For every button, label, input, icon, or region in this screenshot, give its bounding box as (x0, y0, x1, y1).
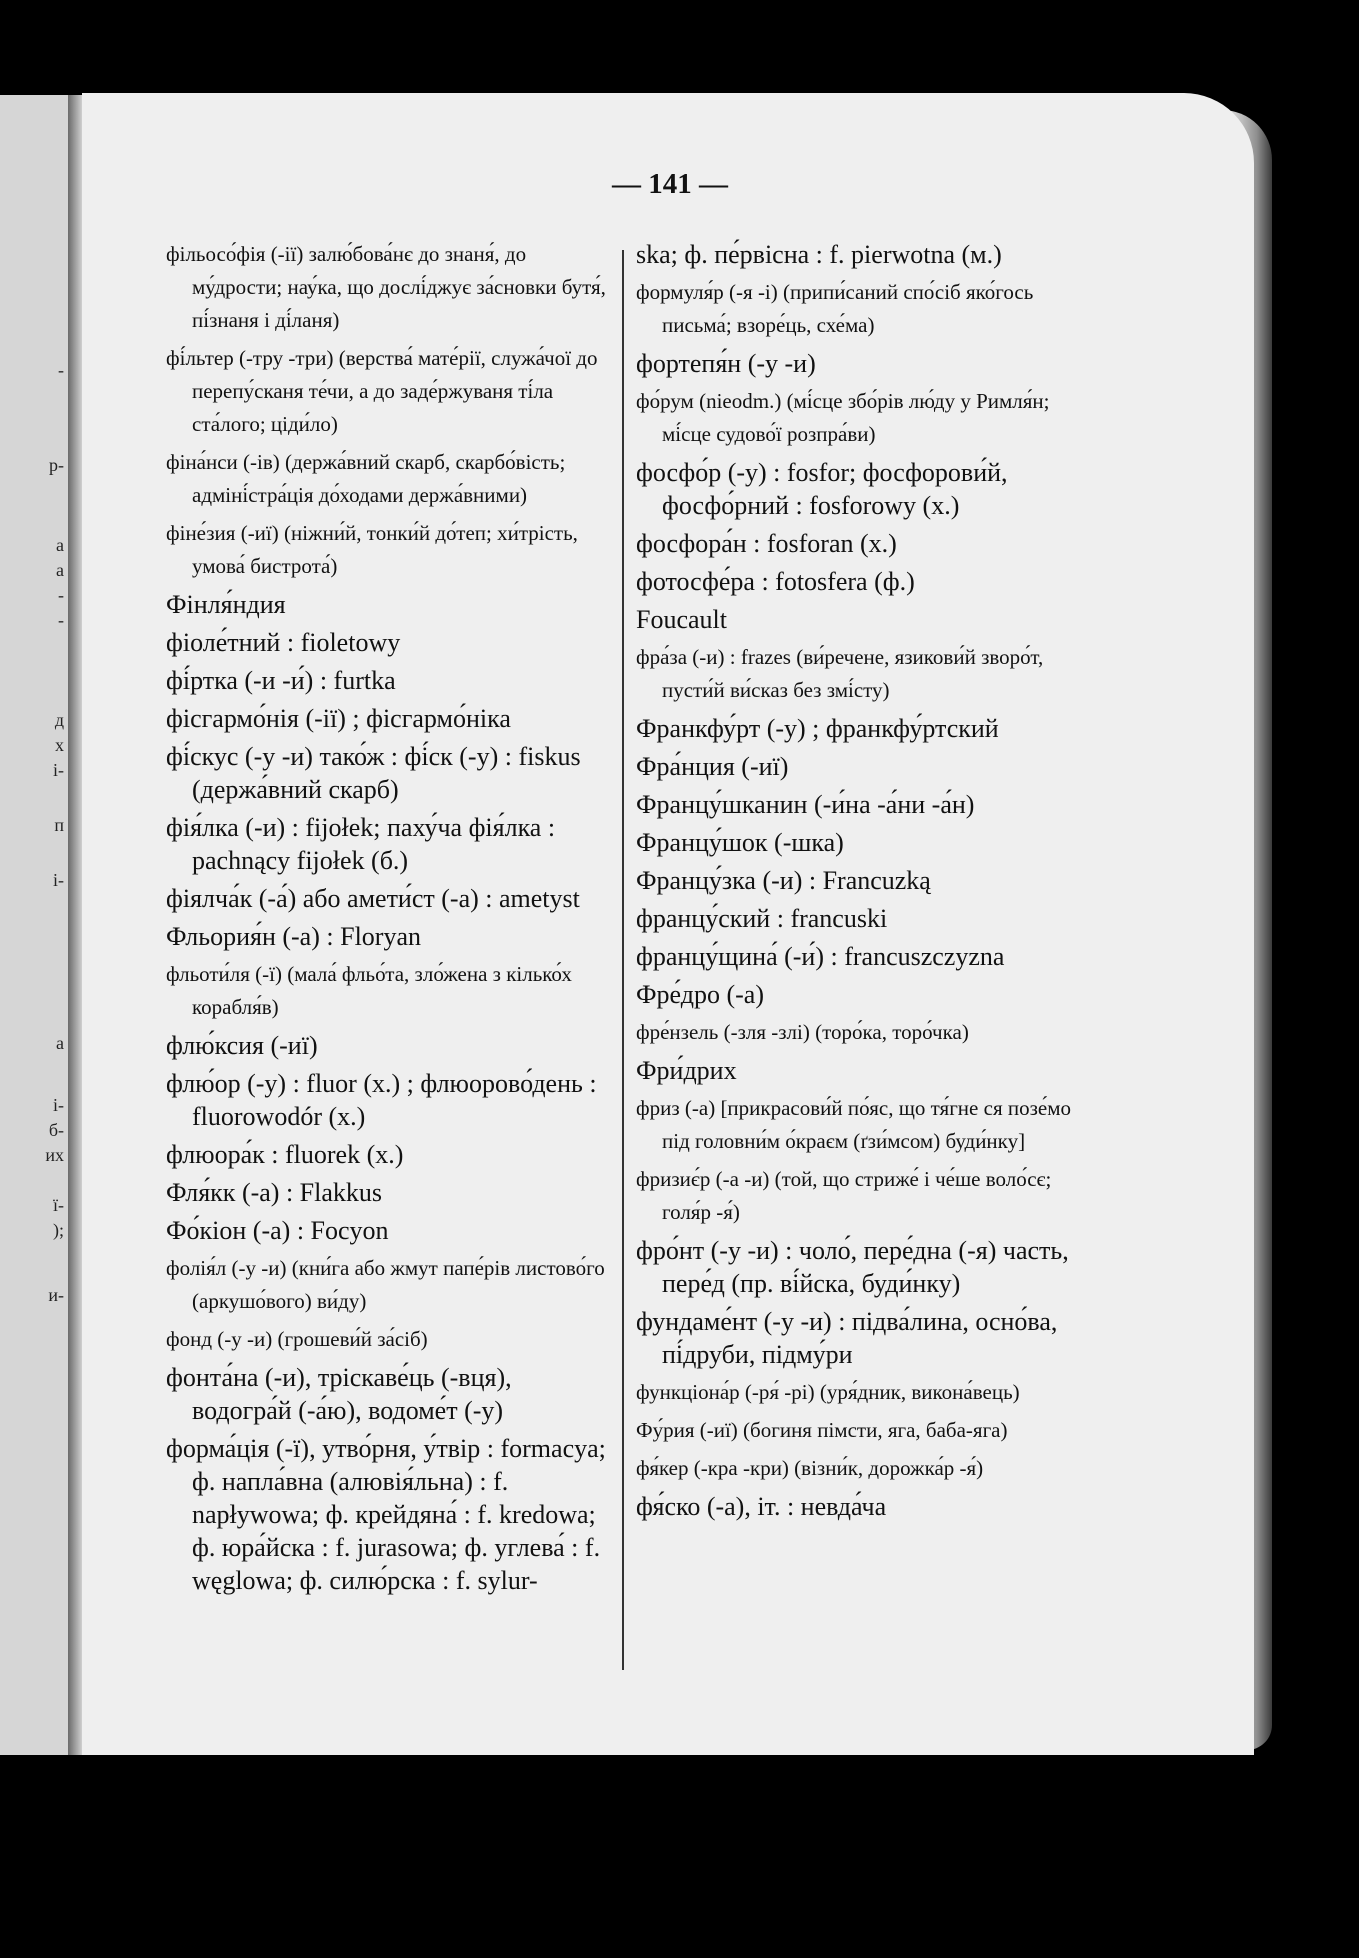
dictionary-entry: фіялча́к (-а́) або амети́ст (-а) : ametyst (166, 884, 580, 913)
dictionary-entry: фя́ско (-а), іт. : невда́ча (636, 1492, 887, 1521)
dictionary-entry: фриз (-а) [прикрасови́й по́яс, що тя́гне ся позе́мо під головни́м о́краєм (ґзи́мсом) буди́нку] (636, 1096, 1071, 1153)
margin-fragment: ); (53, 1220, 64, 1240)
dictionary-entry: функціона́р (-ря́ -рі) (уря́дник, викона́вець) (636, 1380, 1020, 1404)
margin-fragment: х (55, 735, 64, 755)
dictionary-entry: фолія́л (-у -и) (кни́га або жмут папе́рів листово́го (аркушо́вого) ви́ду) (166, 1256, 605, 1313)
dictionary-entry: францу́щина́ (-и́) : francuszczyzna (636, 942, 1005, 971)
dictionary-entry: Фри́дрих (636, 1056, 737, 1085)
dictionary-entry: ska; ф. пе́рвісна : f. pierwotna (м.) (636, 240, 1002, 269)
dictionary-entry: Foucault (636, 605, 727, 634)
dictionary-entry: фіна́нси (-ів) (держа́вний скарб, скарбо́вість; адміні́стра́ція до́ходами держа́вними) (166, 450, 566, 507)
dictionary-entry: фре́нзель (-зля -злі) (торо́ка, торо́чка) (636, 1020, 969, 1044)
dictionary-entry: флю́ксия (-иї) (166, 1031, 318, 1060)
margin-fragment: их (45, 1145, 64, 1165)
margin-fragment: і- (53, 760, 64, 780)
dictionary-entry: фонд (-у -и) (грошеви́й за́сіб) (166, 1327, 428, 1351)
dictionary-entry: фонта́на (-и), тріскаве́ць (-вця), водогра́й (-а́ю), водоме́т (-у) (166, 1363, 512, 1425)
dictionary-entry: фільосо́фія (-ії) залю́бова́нє до знаня́, до му́дрости; нау́ка, що дослі́джує за́сновки бутя́, пі́знаня і ді́ланя) (166, 242, 606, 332)
dictionary-entry: форма́ція (-ї), утво́рня, у́твір : formacya; ф. напла́вна (алювія́льна) : f. napływowa; ф. крейдяна́ : f. kredowa; ф. юра́йска : f. jurasowa; ф. углева́ : f. węglowa; ф. силю́рска : f. sylur- (166, 1434, 606, 1595)
dictionary-entry: фіоле́тний : fioletowy (166, 628, 401, 657)
margin-fragment: і- (53, 870, 64, 890)
dictionary-entry: фльоти́ля (-ї) (мала́ фльо́та, зло́жена з кілько́х корабля́в) (166, 962, 572, 1019)
dictionary-entry: францу́ский : francuski (636, 904, 888, 933)
dictionary-entry: фі́ртка (-и -и́) : furtka (166, 666, 396, 695)
dictionary-entry: фі́скус (-у -и) тако́ж : фі́ск (-у) : fiskus (держа́вний скарб) (166, 742, 581, 804)
dictionary-entry: Фльория́н (-а) : Floryan (166, 922, 421, 951)
margin-fragment: а (56, 535, 64, 555)
margin-fragment: и- (48, 1285, 64, 1305)
dictionary-entry: фра́за (-и) : frazes (ви́речене, язикови́й зворо́т, пусти́й ви́сказ без змі́сту) (636, 645, 1044, 702)
page-number: — 141 — (612, 168, 728, 200)
dictionary-entry: Францу́шок (-шка) (636, 828, 844, 857)
dictionary-entry: Фра́нция (-иї) (636, 752, 789, 781)
dictionary-entry: фро́нт (-у -и) : чоло́, пере́дна (-я) часть, пере́д (пр. ві́йска, буди́нку) (636, 1236, 1069, 1298)
left-column (166, 238, 606, 1602)
dictionary-entry: фісгармо́нія (-ії) ; фісгармо́ніка (166, 704, 511, 733)
dictionary-entry: Фо́кіон (-а) : Focyon (166, 1216, 389, 1245)
margin-fragment: і- (53, 1095, 64, 1115)
dictionary-entry: фортепя́н (-у -и) (636, 349, 816, 378)
margin-fragment: - (58, 610, 64, 630)
margin-fragment: а (56, 1033, 64, 1053)
margin-fragment: а (56, 560, 64, 580)
margin-fragment: ї- (53, 1195, 64, 1215)
dictionary-entry: флю́ор (-у) : fluor (х.) ; флюорово́день : fluorowodór (х.) (166, 1069, 597, 1131)
book-spine (68, 95, 82, 1755)
dictionary-entry: Фре́дро (-а) (636, 980, 764, 1009)
margin-fragment: р- (49, 455, 64, 475)
dictionary-entry: фо́рум (nieodm.) (мі́сце збо́рів лю́ду у Римля́н; мі́сце судово́ї розпра́ви) (636, 389, 1050, 446)
dictionary-entry: фі́льтер (-тру -три) (верства́ мате́рії, служа́чої до перепу́сканя те́чи, а до заде́ржуваня ті́ла ста́лого; ціди́ло) (166, 346, 598, 436)
margin-fragment: д (54, 710, 64, 730)
margin-fragment: - (58, 585, 64, 605)
dictionary-entry: фотосфе́ра : fotosfera (ф.) (636, 567, 915, 596)
dictionary-entry: Францу́зка (-и) : Francuzką (636, 866, 931, 895)
column-divider (622, 250, 624, 1670)
dictionary-entry: фосфо́р (-у) : fosfor; фосфорови́й, фосфо́рний : fosforowy (х.) (636, 458, 1008, 520)
dictionary-entry: фія́лка (-и) : fijołek; паху́ча фія́лка : pachnący fijołek (б.) (166, 813, 556, 875)
dictionary-entry: Фля́кк (-а) : Flakkus (166, 1178, 383, 1207)
facing-page-edge (0, 95, 68, 1755)
margin-fragment: - (58, 360, 64, 380)
dictionary-entry: Фу́рия (-иї) (богиня пімсти, яга, баба-яга) (636, 1418, 1008, 1442)
dictionary-entry: фосфора́н : fosforan (х.) (636, 529, 897, 558)
dictionary-entry: фя́кер (-кра -кри) (візни́к, дорожка́р -я́) (636, 1456, 984, 1480)
dictionary-entry: формуля́р (-я -і) (припи́саний спо́сіб яко́гось письма́; взоре́ць, схе́ма) (636, 280, 1034, 337)
dictionary-entry: фундаме́нт (-у -и) : підва́лина, осно́ва, пі́друби, підму́ри (636, 1307, 1058, 1369)
right-column (636, 238, 1096, 1528)
dictionary-entry: Францу́шканин (-и́на -а́ни -а́н) (636, 790, 975, 819)
dictionary-entry: Франкфу́рт (-у) ; франкфу́ртский (636, 714, 999, 743)
margin-fragment: б- (48, 1120, 64, 1140)
dictionary-entry: флюора́к : fluorek (х.) (166, 1140, 404, 1169)
dictionary-entry: фіне́зия (-иї) (ніжни́й, тонки́й до́теп; хи́трість, умова́ бистрота́) (166, 521, 578, 578)
dictionary-entry: Фінля́ндия (166, 590, 286, 619)
margin-fragment: п (54, 815, 64, 835)
dictionary-entry: фризиє́р (-а -и) (той, що стриже́ і че́ше воло́сє; голя́р -я́) (636, 1167, 1052, 1224)
